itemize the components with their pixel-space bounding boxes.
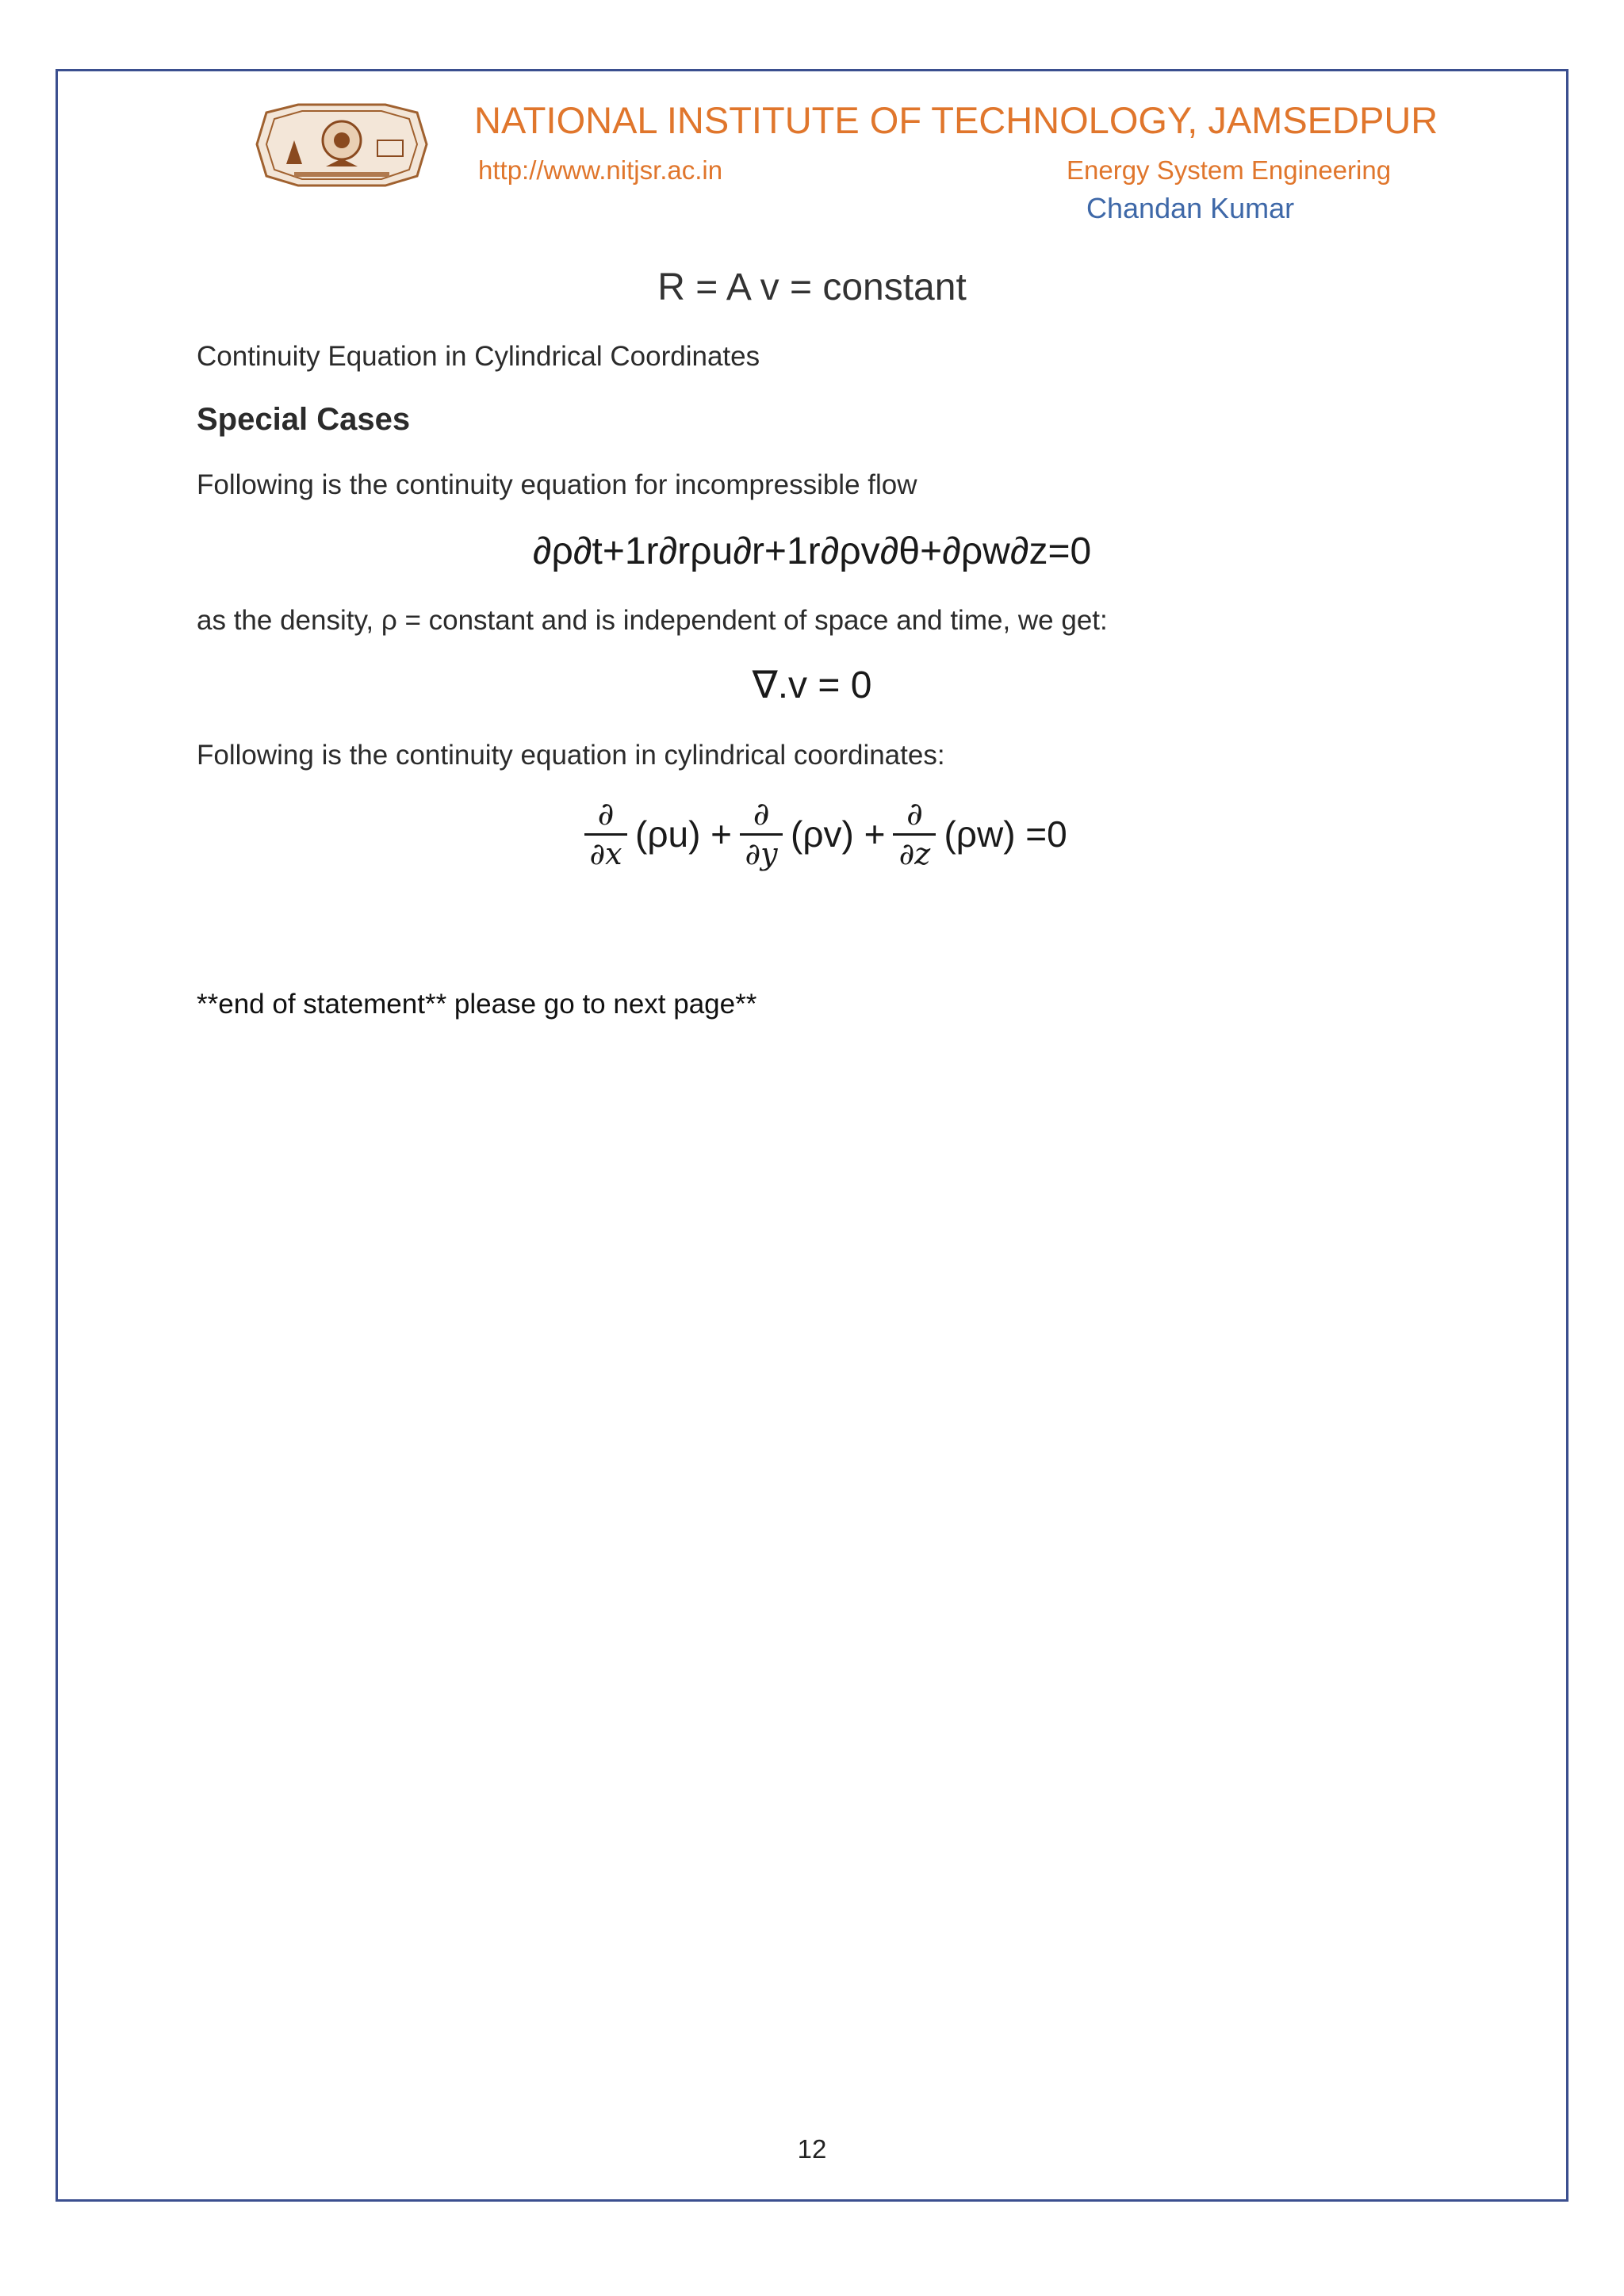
fraction-dz	[893, 795, 936, 872]
cylindrical-coordinates-line: Continuity Equation in Cylindrical Coordinates	[197, 341, 760, 372]
department-name: Energy System Engineering	[1067, 155, 1392, 185]
term-rho-v: (ρv) +	[791, 813, 886, 855]
fraction-dy	[740, 795, 783, 872]
equation-incompressible: ∂ρ∂t+1r∂rρu∂r+1r∂ρv∂θ+∂ρw∂z=0	[532, 530, 1092, 572]
equation-divergence: ∇.v = 0	[752, 664, 872, 706]
density-line: as the density, ρ = constant and is independent of space and time, we get:	[197, 605, 1108, 636]
equation-partial-derivatives	[581, 795, 1072, 872]
fraction-dz-denominator: ∂z	[898, 836, 931, 871]
institute-title: NATIONAL INSTITUTE OF TECHNOLOGY, JAMSEDPUR	[474, 99, 1438, 141]
fraction-dx	[584, 795, 627, 872]
fraction-dz-numerator: ∂	[906, 796, 923, 832]
fraction-dy-numerator: ∂	[753, 796, 770, 832]
author-name: Chandan Kumar	[1086, 192, 1295, 224]
cylindrical-coordinates-equation-line: Following is the continuity equation in cylindrical coordinates:	[197, 740, 945, 771]
fraction-dx-numerator: ∂	[597, 796, 615, 832]
institute-logo	[251, 97, 433, 192]
page-border	[56, 69, 1568, 2202]
end-statement: **end of statement** please go to next page**	[197, 989, 757, 1020]
page-number: 12	[797, 2134, 827, 2164]
term-rho-u: (ρu) +	[635, 813, 733, 855]
term-rho-w: (ρw) =0	[944, 813, 1067, 855]
fraction-dx-denominator: ∂x	[589, 836, 622, 871]
special-cases-heading: Special Cases	[197, 402, 411, 437]
fraction-dy-denominator: ∂y	[745, 836, 778, 871]
incompressible-flow-line: Following is the continuity equation for incompressible flow	[197, 469, 917, 500]
equation-flow-rate: R = A v = constant	[657, 266, 967, 308]
institute-url[interactable]: http://www.nitjsr.ac.in	[478, 155, 723, 185]
